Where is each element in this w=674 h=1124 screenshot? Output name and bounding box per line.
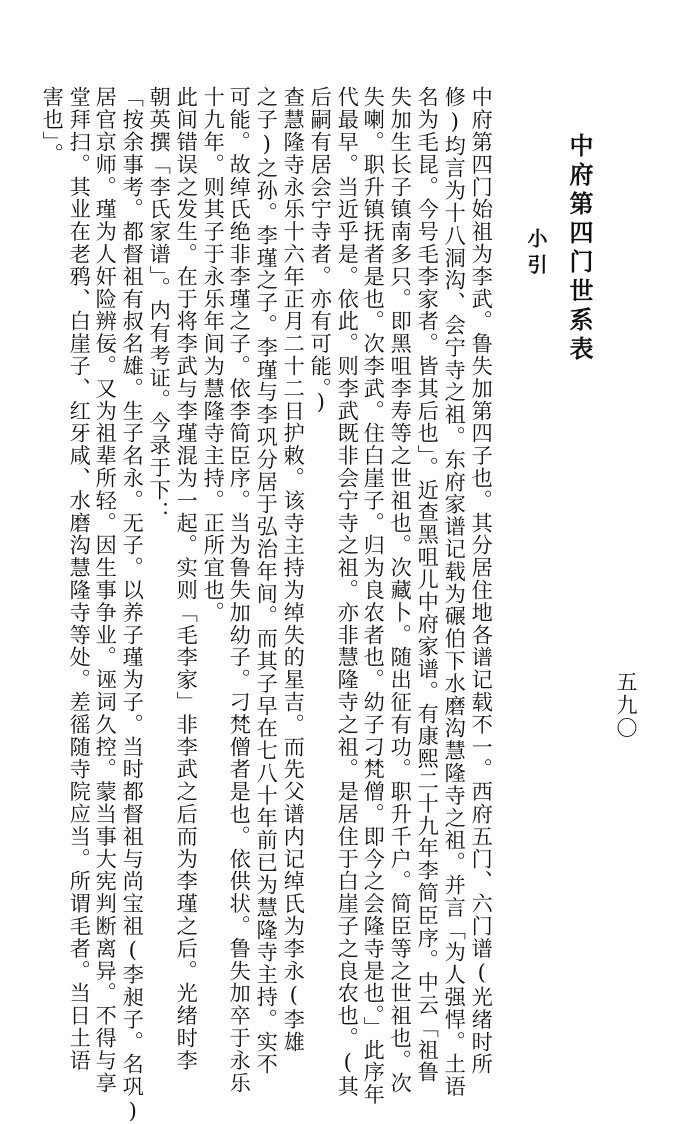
- page-title: 中府第四门世系表: [565, 133, 593, 365]
- text-column: 堂拜扫。其业在老鸦、白崖子、红牙咸、水磨沟慧隆寺等处。差徭随寺院应当。所谓毛者。当日土语: [67, 86, 93, 1072]
- text-column: 失喇。职升镇抚者是也。次李武。住白崖子。归为良农者也。幼子刁梵僧。即今之会隆寺是也。」此序年: [361, 86, 387, 1106]
- text-column: 害也」。: [40, 86, 66, 165]
- page-number: 五九〇: [614, 671, 638, 740]
- text-column: 后嗣有居会宁寺者。亦有可能。): [308, 86, 334, 416]
- text-column: 失加生长子镇南多只。即黑咀李寿等之世祖也。次藏卜。随出征有功。职升千户。简臣等之世祖也。次: [388, 86, 414, 1094]
- text-column: 中府第四门始祖为李武。鲁失加第四子也。其分居住地各谱记载不一。西府五门、六门谱(光绪时所: [469, 86, 495, 1076]
- text-column: 居官京师。瑾为人奸险辨佞。又为祖辈所轻。因生事争业。诬词久控。蒙当事大宪判断离异。不得与享: [93, 86, 119, 1094]
- text-column: 修)均言为十八洞沟、会宁寺之祖。东府家谱记载为碾伯下水磨沟慧隆寺之祖。并言「为人强悍。土语: [442, 86, 468, 1098]
- text-column: 十九年。则其子于永乐年间为慧隆寺主持。正所宜也。: [201, 86, 227, 624]
- text-column: 此间错误之发生。在于将李武与李瑾混为一起。实则「毛李家」非李武之后而为李瑾之后。光绪时李: [174, 86, 200, 1072]
- text-column: 名为毛昆。今号毛李家者。皆其后也」。近查黑咀儿中府家谱。有康熙二十九年李简臣序。中云「祖鲁: [415, 86, 441, 1084]
- text-column: 可能。故绰氏绝非李瑾之子。依李简臣序。当为鲁失加幼子。刁梵僧者是也。依供状。鲁失加卒于永乐: [227, 86, 253, 1094]
- text-column: 查慧隆寺永乐十六年正月二十二日护敕。该寺主持为绰失的星吉。而先父谱内记绰氏为李永(李雄: [281, 86, 307, 1053]
- text-column: 代最早。当近乎是。依此。则李武既非会宁寺之祖。亦非慧隆寺之祖。是居住于白崖子之良农也。(其: [335, 86, 361, 1098]
- text-column: 「按余事考。都督祖有叔名雄。生子名永。无子。以养子瑾为子。当时都督祖与尚宝祖(李昶子。名巩): [120, 86, 146, 1124]
- section-subtitle: 小引: [524, 228, 548, 280]
- text-column: 之子)之孙。李瑾之子。李瑾与李巩分居于弘治年间。而其子早在七八十年前已为慧隆寺主持。实不: [254, 86, 280, 1076]
- text-column: 朝英撰「李氏家谱」。内有考证。今录于下：: [147, 86, 173, 524]
